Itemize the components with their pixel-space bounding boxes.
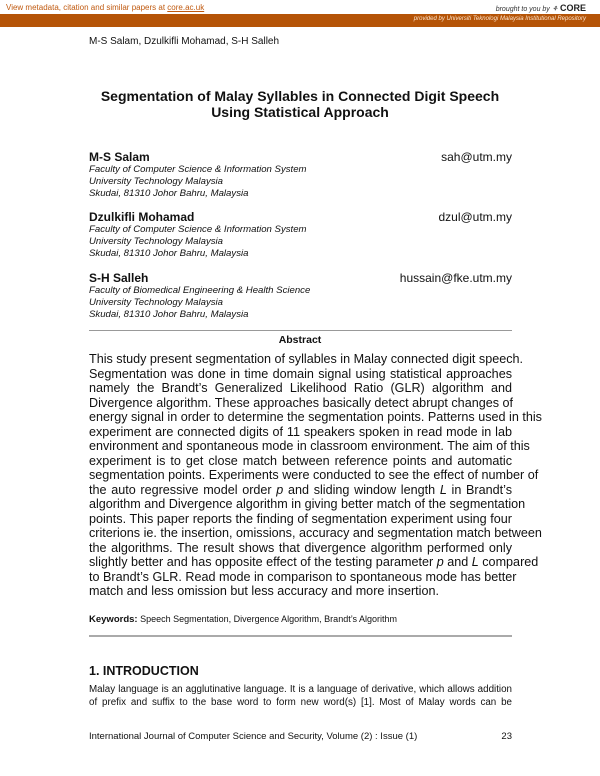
affiliation-line: Skudai, 81310 Johor Bahru, Malaysia xyxy=(89,188,249,199)
text-fragment: slightly better and has opposite effect of the testing parameter xyxy=(89,555,437,569)
abstract-line: criterions ie. the insertion, omissions, accuracy and segmentation match between xyxy=(89,526,542,540)
affiliation-line: Skudai, 81310 Johor Bahru, Malaysia xyxy=(89,309,249,320)
text-fragment: in Brandt’s xyxy=(446,482,512,497)
brought-by-core[interactable] xyxy=(496,3,586,13)
banner-text: View metadata, citation and similar papers at xyxy=(6,3,168,12)
running-head: M-S Salam, Dzulkifli Mohamad, S-H Salleh xyxy=(89,36,280,47)
italic-variable: p xyxy=(276,482,284,497)
text-fragment: and xyxy=(443,555,472,569)
page-number: 23 xyxy=(501,731,512,742)
italic-variable: L xyxy=(471,555,479,569)
affiliation-line: Faculty of Biomedical Engineering & Health Science xyxy=(89,285,311,296)
paper-title-line-1: Segmentation of Malay Syllables in Connected Digit Speech xyxy=(100,88,500,104)
text-line: Malay language is an agglutinative language. It is a language of derivative, which allows addition xyxy=(89,684,512,695)
author-email: hussain@fke.utm.my xyxy=(399,271,512,285)
author-email: sah@utm.my xyxy=(441,150,512,164)
abstract-line: points. This paper reports the finding of segmentation experiment using four xyxy=(89,511,512,526)
author-name: Dzulkifli Mohamad xyxy=(89,210,195,224)
core-logo: CORE xyxy=(559,3,586,13)
core-logo-icon: ⚘ xyxy=(551,6,559,13)
affiliation-line: Faculty of Computer Science & Information System xyxy=(89,164,307,175)
abstract-line: Divergence algorithm. These approaches basically detect abrupt changes of xyxy=(89,395,514,410)
core-metadata-banner xyxy=(6,3,204,12)
affiliation-line: University Technology Malaysia xyxy=(89,236,224,247)
abstract-heading: Abstract xyxy=(278,334,322,346)
abstract-body xyxy=(89,352,542,599)
text-fragment: compared xyxy=(478,555,539,569)
paper-title-line-2: Using Statistical Approach xyxy=(211,104,389,120)
author-name: S-H Salleh xyxy=(89,271,149,285)
journal-footer: International Journal of Computer Science and Security, Volume (2) : Issue (1) xyxy=(89,731,418,742)
keywords-text: Speech Segmentation, Divergence Algorithm, Brandt’s Algorithm xyxy=(137,614,398,624)
section-heading-introduction: 1. INTRODUCTION xyxy=(89,664,199,678)
core-link[interactable]: core.ac.uk xyxy=(167,3,205,12)
author-affiliation xyxy=(89,164,307,200)
text-fragment: the auto regressive model order xyxy=(89,482,277,497)
italic-variable: L xyxy=(439,482,447,497)
abstract-line: experiment are connected digits of 11 speakers spoken in read mode in lab xyxy=(89,424,512,439)
abstract-line: the algorithms. The result shows that divergence algorithm performed only xyxy=(89,540,512,555)
author-name: M-S Salam xyxy=(89,150,150,164)
abstract-line: experiment is to get close match between reference points and automatic xyxy=(89,453,512,468)
abstract-line: energy signal in order to determine the segmentation points. Patterns used in this xyxy=(89,410,542,424)
author-affiliation xyxy=(89,285,310,321)
divider xyxy=(89,635,512,637)
text-line: of prefix and suffix to the base word to form new word(s) [1]. Most of Malay words can be xyxy=(89,696,512,708)
brought-text: brought to you by xyxy=(495,6,550,13)
abstract-line: algorithm and Divergence algorithm in giving better match of the segmentation xyxy=(89,497,526,511)
italic-variable: p xyxy=(436,555,444,569)
affiliation-line: Skudai, 81310 Johor Bahru, Malaysia xyxy=(89,248,249,259)
abstract-line: environment and spontaneous mode in classroom environment. The aim of this xyxy=(89,439,530,453)
keywords xyxy=(89,614,397,625)
introduction-body xyxy=(89,684,512,709)
affiliation-line: Faculty of Computer Science & Information System xyxy=(89,224,307,235)
abstract-line: This study present segmentation of syllables in Malay connected digit speech. xyxy=(89,352,524,366)
abstract-line: namely the Brandt’s Generalized Likelihood Ratio (GLR) algorithm and xyxy=(89,381,512,395)
keywords-label: Keywords: xyxy=(89,614,138,625)
abstract-line xyxy=(89,555,539,570)
divider xyxy=(89,330,512,331)
affiliation-line: University Technology Malaysia xyxy=(89,176,224,187)
affiliation-line: University Technology Malaysia xyxy=(89,297,224,308)
abstract-line: segmentation points. Experiments were conducted to see the effect of number of xyxy=(89,468,539,482)
abstract-line: match and less omission but less accuracy and more insertion. xyxy=(89,584,439,598)
provided-by-text: provided by Universiti Teknologi Malaysia Institutional Repository xyxy=(413,16,586,22)
author-affiliation xyxy=(89,224,307,260)
abstract-line: to Brandt’s GLR. Read mode in comparison to spontaneous mode has better xyxy=(89,569,517,584)
abstract-line: Segmentation was done in time domain signal using statistical approaches xyxy=(89,366,512,381)
text-fragment: and sliding window length xyxy=(283,482,440,497)
abstract-line xyxy=(89,483,512,498)
author-email: dzul@utm.my xyxy=(438,210,512,224)
